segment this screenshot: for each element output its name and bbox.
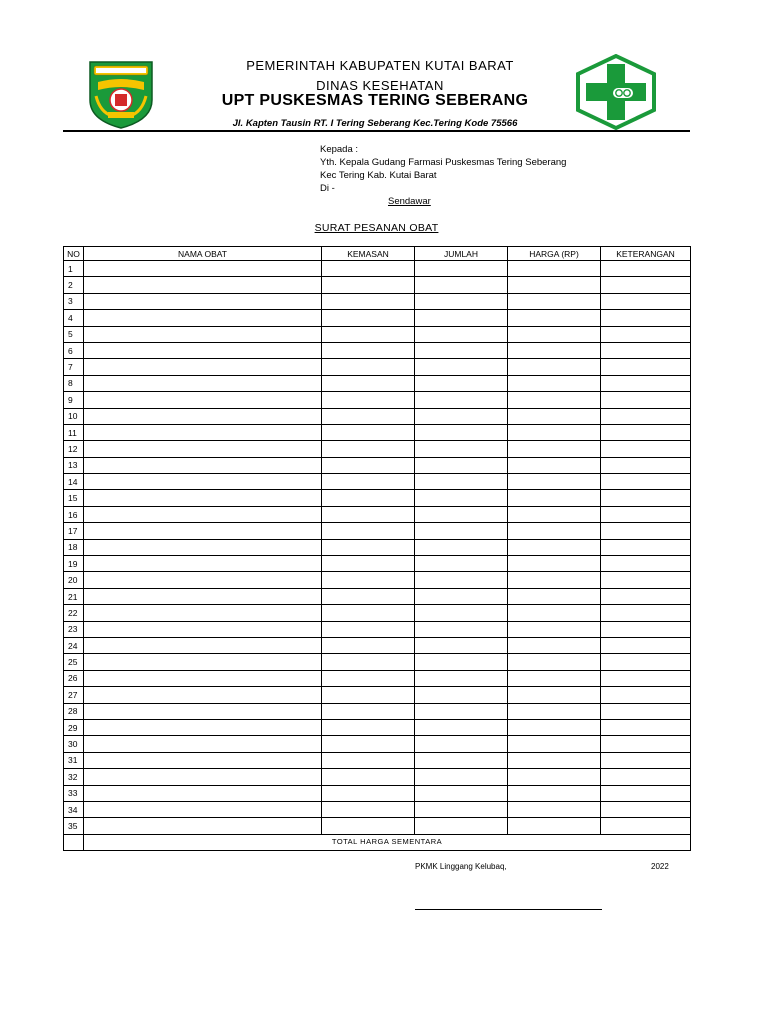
harga-cell[interactable] [508,342,601,358]
kemasan-cell[interactable] [322,556,415,572]
jumlah-cell[interactable] [415,752,508,768]
order-table [63,246,691,851]
harga-cell[interactable] [508,719,601,735]
keterangan-cell[interactable] [601,736,691,752]
jumlah-cell[interactable] [415,605,508,621]
kemasan-cell[interactable] [322,506,415,522]
table-row [64,719,691,735]
harga-cell[interactable] [508,654,601,670]
nama-obat-cell[interactable] [84,506,322,522]
row-number: 6 [64,342,84,358]
row-number: 30 [64,736,84,752]
row-number: 28 [64,703,84,719]
harga-cell[interactable] [508,769,601,785]
row-number: 5 [64,326,84,342]
jumlah-cell[interactable] [415,818,508,834]
total-label: TOTAL HARGA SEMENTARA [84,834,691,850]
jumlah-cell[interactable] [415,719,508,735]
table-row [64,703,691,719]
keterangan-cell[interactable] [601,687,691,703]
nama-obat-cell[interactable] [84,572,322,588]
harga-cell[interactable] [508,588,601,604]
harga-cell[interactable] [508,621,601,637]
table-row [64,392,691,408]
table-row [64,801,691,817]
nama-obat-cell[interactable] [84,637,322,653]
jumlah-cell[interactable] [415,654,508,670]
keterangan-cell[interactable] [601,457,691,473]
keterangan-cell[interactable] [601,408,691,424]
row-number: 11 [64,424,84,440]
nama-obat-cell[interactable] [84,326,322,342]
nama-obat-cell[interactable] [84,293,322,309]
keterangan-cell[interactable] [601,621,691,637]
keterangan-cell[interactable] [601,359,691,375]
jumlah-cell[interactable] [415,293,508,309]
nama-obat-cell[interactable] [84,818,322,834]
table-header-row [64,247,691,261]
keterangan-cell[interactable] [601,277,691,293]
signature-year: 2022 [651,862,669,871]
harga-cell[interactable] [508,326,601,342]
row-number: 4 [64,310,84,326]
nama-obat-cell[interactable] [84,687,322,703]
row-number: 34 [64,801,84,817]
jumlah-cell[interactable] [415,703,508,719]
harga-cell[interactable] [508,392,601,408]
column-header-keterangan: KETERANGAN [601,247,691,261]
jumlah-cell[interactable] [415,687,508,703]
row-number: 9 [64,392,84,408]
keterangan-cell[interactable] [601,801,691,817]
harga-cell[interactable] [508,752,601,768]
harga-cell[interactable] [508,736,601,752]
row-number: 26 [64,670,84,686]
keterangan-cell[interactable] [601,572,691,588]
signature-place: PKMK Linggang Kelubaq, [415,862,507,871]
harga-cell[interactable] [508,703,601,719]
kemasan-cell[interactable] [322,523,415,539]
table-row [64,621,691,637]
harga-cell[interactable] [508,424,601,440]
nama-obat-cell[interactable] [84,523,322,539]
nama-obat-cell[interactable] [84,703,322,719]
harga-cell[interactable] [508,441,601,457]
row-number: 3 [64,293,84,309]
keterangan-cell[interactable] [601,719,691,735]
nama-obat-cell[interactable] [84,342,322,358]
nama-obat-cell[interactable] [84,474,322,490]
puskesmas-green-cross-icon [574,54,658,130]
kemasan-cell[interactable] [322,375,415,391]
harga-cell[interactable] [508,637,601,653]
table-row [64,818,691,834]
table-row [64,572,691,588]
row-number: 12 [64,441,84,457]
nama-obat-cell[interactable] [84,621,322,637]
table-row [64,408,691,424]
kemasan-cell[interactable] [322,261,415,277]
keterangan-cell[interactable] [601,588,691,604]
nama-obat-cell[interactable] [84,261,322,277]
jumlah-cell[interactable] [415,342,508,358]
row-number: 16 [64,506,84,522]
keterangan-cell[interactable] [601,375,691,391]
row-number: 17 [64,523,84,539]
table-row [64,424,691,440]
nama-obat-cell[interactable] [84,769,322,785]
kemasan-cell[interactable] [322,818,415,834]
row-number: 33 [64,785,84,801]
jumlah-cell[interactable] [415,556,508,572]
nama-obat-cell[interactable] [84,392,322,408]
kemasan-cell[interactable] [322,621,415,637]
table-row [64,556,691,572]
harga-cell[interactable] [508,408,601,424]
keterangan-cell[interactable] [601,818,691,834]
harga-cell[interactable] [508,687,601,703]
table-row [64,310,691,326]
table-row [64,654,691,670]
harga-cell[interactable] [508,523,601,539]
keterangan-cell[interactable] [601,441,691,457]
kemasan-cell[interactable] [322,359,415,375]
kemasan-cell[interactable] [322,687,415,703]
jumlah-cell[interactable] [415,424,508,440]
kemasan-cell[interactable] [322,457,415,473]
table-row [64,523,691,539]
table-row [64,375,691,391]
harga-cell[interactable] [508,506,601,522]
table-row [64,736,691,752]
jumlah-cell[interactable] [415,261,508,277]
row-number: 21 [64,588,84,604]
nama-obat-cell[interactable] [84,408,322,424]
keterangan-cell[interactable] [601,261,691,277]
keterangan-cell[interactable] [601,556,691,572]
table-row [64,326,691,342]
jumlah-cell[interactable] [415,441,508,457]
kemasan-cell[interactable] [322,441,415,457]
row-number: 8 [64,375,84,391]
keterangan-cell[interactable] [601,490,691,506]
table-row [64,605,691,621]
column-header-jumlah: JUMLAH [415,247,508,261]
column-header-no: NO [64,247,84,261]
harga-cell[interactable] [508,556,601,572]
kemasan-cell[interactable] [322,752,415,768]
keterangan-cell[interactable] [601,654,691,670]
harga-cell[interactable] [508,457,601,473]
jumlah-cell[interactable] [415,670,508,686]
harga-cell[interactable] [508,277,601,293]
table-row [64,539,691,555]
keterangan-cell[interactable] [601,752,691,768]
kemasan-cell[interactable] [322,637,415,653]
jumlah-cell[interactable] [415,359,508,375]
kemasan-cell[interactable] [322,605,415,621]
department-name: DINAS KESEHATAN [316,78,444,93]
table-row [64,261,691,277]
jumlah-cell[interactable] [415,457,508,473]
jumlah-cell[interactable] [415,572,508,588]
harga-cell[interactable] [508,785,601,801]
harga-cell[interactable] [508,670,601,686]
kemasan-cell[interactable] [322,342,415,358]
document-title: SURAT PESANAN OBAT [314,222,439,234]
jumlah-cell[interactable] [415,736,508,752]
row-number: 15 [64,490,84,506]
recipient-place: Sendawar [388,196,431,207]
keterangan-cell[interactable] [601,785,691,801]
jumlah-cell[interactable] [415,375,508,391]
jumlah-cell[interactable] [415,326,508,342]
jumlah-cell[interactable] [415,588,508,604]
nama-obat-cell[interactable] [84,277,322,293]
row-number: 35 [64,818,84,834]
keterangan-cell[interactable] [601,637,691,653]
nama-obat-cell[interactable] [84,588,322,604]
row-number: 27 [64,687,84,703]
table-row [64,277,691,293]
letterhead [0,0,768,135]
kutai-barat-emblem-icon [86,56,156,130]
kemasan-cell[interactable] [322,703,415,719]
jumlah-cell[interactable] [415,506,508,522]
kemasan-cell[interactable] [322,785,415,801]
nama-obat-cell[interactable] [84,654,322,670]
table-row [64,752,691,768]
column-header-kemasan: KEMASAN [322,247,415,261]
nama-obat-cell[interactable] [84,457,322,473]
row-number: 22 [64,605,84,621]
nama-obat-cell[interactable] [84,375,322,391]
harga-cell[interactable] [508,818,601,834]
keterangan-cell[interactable] [601,539,691,555]
row-number: 23 [64,621,84,637]
table-row [64,769,691,785]
signature-line [415,909,602,910]
nama-obat-cell[interactable] [84,424,322,440]
column-header-nama-obat: NAMA OBAT [84,247,322,261]
nama-obat-cell[interactable] [84,605,322,621]
keterangan-cell[interactable] [601,474,691,490]
jumlah-cell[interactable] [415,785,508,801]
government-name: PEMERINTAH KABUPATEN KUTAI BARAT [246,58,514,73]
jumlah-cell[interactable] [415,523,508,539]
nama-obat-cell[interactable] [84,359,322,375]
row-number: 7 [64,359,84,375]
jumlah-cell[interactable] [415,621,508,637]
keterangan-cell[interactable] [601,605,691,621]
table-row [64,588,691,604]
table-row [64,441,691,457]
kemasan-cell[interactable] [322,539,415,555]
recipient-line3: Di - [320,183,335,194]
institution-name: UPT PUSKESMAS TERING SEBERANG [221,92,529,109]
keterangan-cell[interactable] [601,293,691,309]
header-divider [63,130,690,132]
table-row [64,457,691,473]
nama-obat-cell[interactable] [84,490,322,506]
harga-cell[interactable] [508,605,601,621]
keterangan-cell[interactable] [601,670,691,686]
harga-cell[interactable] [508,801,601,817]
kemasan-cell[interactable] [322,490,415,506]
table-row [64,506,691,522]
keterangan-cell[interactable] [601,424,691,440]
keterangan-cell[interactable] [601,703,691,719]
row-number: 2 [64,277,84,293]
jumlah-cell[interactable] [415,408,508,424]
recipient-line1: Yth. Kepala Gudang Farmasi Puskesmas Tering Seberang [320,157,567,168]
institution-address: Jl. Kapten Tausin RT. I Tering Seberang Kec.Tering Kode 75566 [232,118,518,129]
kemasan-cell[interactable] [322,719,415,735]
kemasan-cell[interactable] [322,801,415,817]
harga-cell[interactable] [508,261,601,277]
row-number: 13 [64,457,84,473]
table-row [64,359,691,375]
keterangan-cell[interactable] [601,506,691,522]
row-number: 24 [64,637,84,653]
harga-cell[interactable] [508,359,601,375]
harga-cell[interactable] [508,490,601,506]
kemasan-cell[interactable] [322,277,415,293]
jumlah-cell[interactable] [415,490,508,506]
table-row [64,293,691,309]
row-number: 1 [64,261,84,277]
nama-obat-cell[interactable] [84,670,322,686]
kemasan-cell[interactable] [322,424,415,440]
jumlah-cell[interactable] [415,801,508,817]
table-row [64,490,691,506]
keterangan-cell[interactable] [601,523,691,539]
kemasan-cell[interactable] [322,310,415,326]
jumlah-cell[interactable] [415,310,508,326]
kemasan-cell[interactable] [322,326,415,342]
table-row [64,637,691,653]
nama-obat-cell[interactable] [84,785,322,801]
column-header-harga: HARGA (RP) [508,247,601,261]
kemasan-cell[interactable] [322,654,415,670]
kemasan-cell[interactable] [322,293,415,309]
jumlah-cell[interactable] [415,474,508,490]
row-number: 29 [64,719,84,735]
table-row [64,342,691,358]
keterangan-cell[interactable] [601,342,691,358]
kemasan-cell[interactable] [322,588,415,604]
row-number: 19 [64,556,84,572]
keterangan-cell[interactable] [601,310,691,326]
kemasan-cell[interactable] [322,392,415,408]
harga-cell[interactable] [508,310,601,326]
kemasan-cell[interactable] [322,769,415,785]
table-row [64,687,691,703]
nama-obat-cell[interactable] [84,441,322,457]
nama-obat-cell[interactable] [84,310,322,326]
nama-obat-cell[interactable] [84,736,322,752]
harga-cell[interactable] [508,572,601,588]
recipient-line2: Kec Tering Kab. Kutai Barat [320,170,437,181]
nama-obat-cell[interactable] [84,556,322,572]
jumlah-cell[interactable] [415,277,508,293]
kemasan-cell[interactable] [322,670,415,686]
harga-cell[interactable] [508,474,601,490]
nama-obat-cell[interactable] [84,752,322,768]
kemasan-cell[interactable] [322,736,415,752]
nama-obat-cell[interactable] [84,801,322,817]
table-row [64,474,691,490]
keterangan-cell[interactable] [601,392,691,408]
kemasan-cell[interactable] [322,474,415,490]
table-row [64,670,691,686]
jumlah-cell[interactable] [415,392,508,408]
total-row [64,834,691,850]
keterangan-cell[interactable] [601,326,691,342]
kemasan-cell[interactable] [322,408,415,424]
row-number: 32 [64,769,84,785]
keterangan-cell[interactable] [601,769,691,785]
row-number: 18 [64,539,84,555]
nama-obat-cell[interactable] [84,539,322,555]
total-row-spacer [64,834,84,850]
row-number: 31 [64,752,84,768]
row-number: 14 [64,474,84,490]
row-number: 20 [64,572,84,588]
kemasan-cell[interactable] [322,572,415,588]
jumlah-cell[interactable] [415,769,508,785]
table-row [64,785,691,801]
row-number: 10 [64,408,84,424]
harga-cell[interactable] [508,293,601,309]
harga-cell[interactable] [508,539,601,555]
nama-obat-cell[interactable] [84,719,322,735]
jumlah-cell[interactable] [415,539,508,555]
harga-cell[interactable] [508,375,601,391]
row-number: 25 [64,654,84,670]
jumlah-cell[interactable] [415,637,508,653]
recipient-label: Kepada : [320,144,359,155]
